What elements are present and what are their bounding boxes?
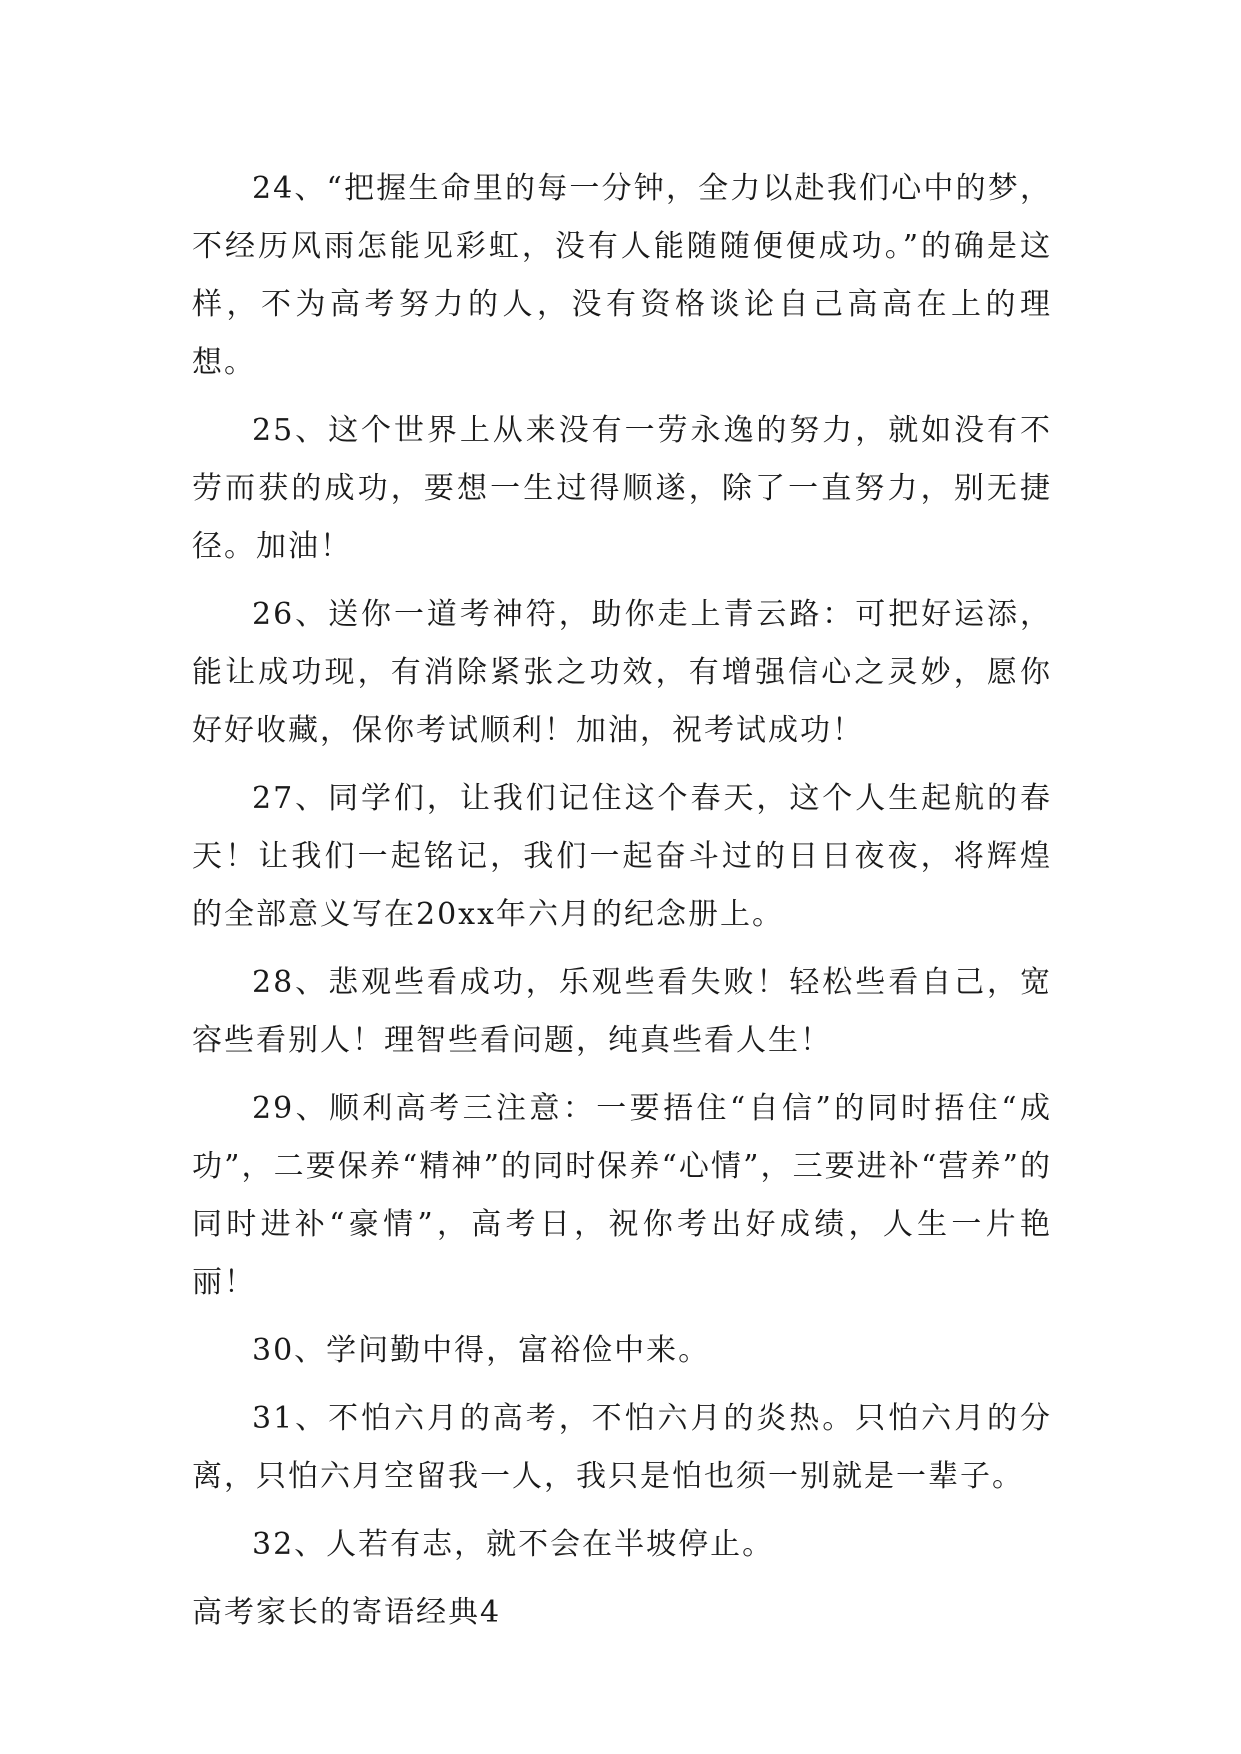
- paragraph-28: 28、悲观些看成功，乐观些看失败！轻松些看自己，宽容些看别人！理智些看问题，纯真些看人生！: [192, 965, 1052, 1058]
- paragraph-26: 26、送你一道考神符，助你走上青云路：可把好运添，能让成功现，有消除紧张之功效，有增强信心之灵妙，愿你好好收藏，保你考试顺利！加油，祝考试成功！: [192, 597, 1052, 748]
- paragraph-27: 27、同学们，让我们记住这个春天，这个人生起航的春天！让我们一起铭记，我们一起奋斗过的日日夜夜，将辉煌的全部意义写在20xx年六月的纪念册上。: [192, 781, 1052, 932]
- document-body: [192, 160, 1052, 1642]
- section-heading: 高考家长的寄语经典4: [192, 1595, 502, 1630]
- paragraph-31: 31、不怕六月的高考，不怕六月的炎热。只怕六月的分离，只怕六月空留我一人，我只是怕也须一别就是一辈子。: [192, 1401, 1052, 1494]
- paragraph-32: 32、人若有志，就不会在半坡停止。: [252, 1527, 775, 1562]
- paragraph-29: 29、顺利高考三注意：一要捂住“自信”的同时捂住“成功”，二要保养“精神”的同时保养“心情”，三要进补“营养”的同时进补“豪情”，高考日，祝你考出好成绩，人生一片艳丽！: [192, 1091, 1052, 1300]
- paragraph-24: 24、“把握生命里的每一分钟，全力以赴我们心中的梦，不经历风雨怎能见彩虹，没有人能随随便便成功。”的确是这样，不为高考努力的人，没有资格谈论自己高高在上的理想。: [192, 171, 1052, 380]
- paragraph-25: 25、这个世界上从来没有一劳永逸的努力，就如没有不劳而获的成功，要想一生过得顺遂，除了一直努力，别无捷径。加油！: [192, 413, 1052, 564]
- paragraph-30: 30、学问勤中得，富裕俭中来。: [252, 1333, 711, 1368]
